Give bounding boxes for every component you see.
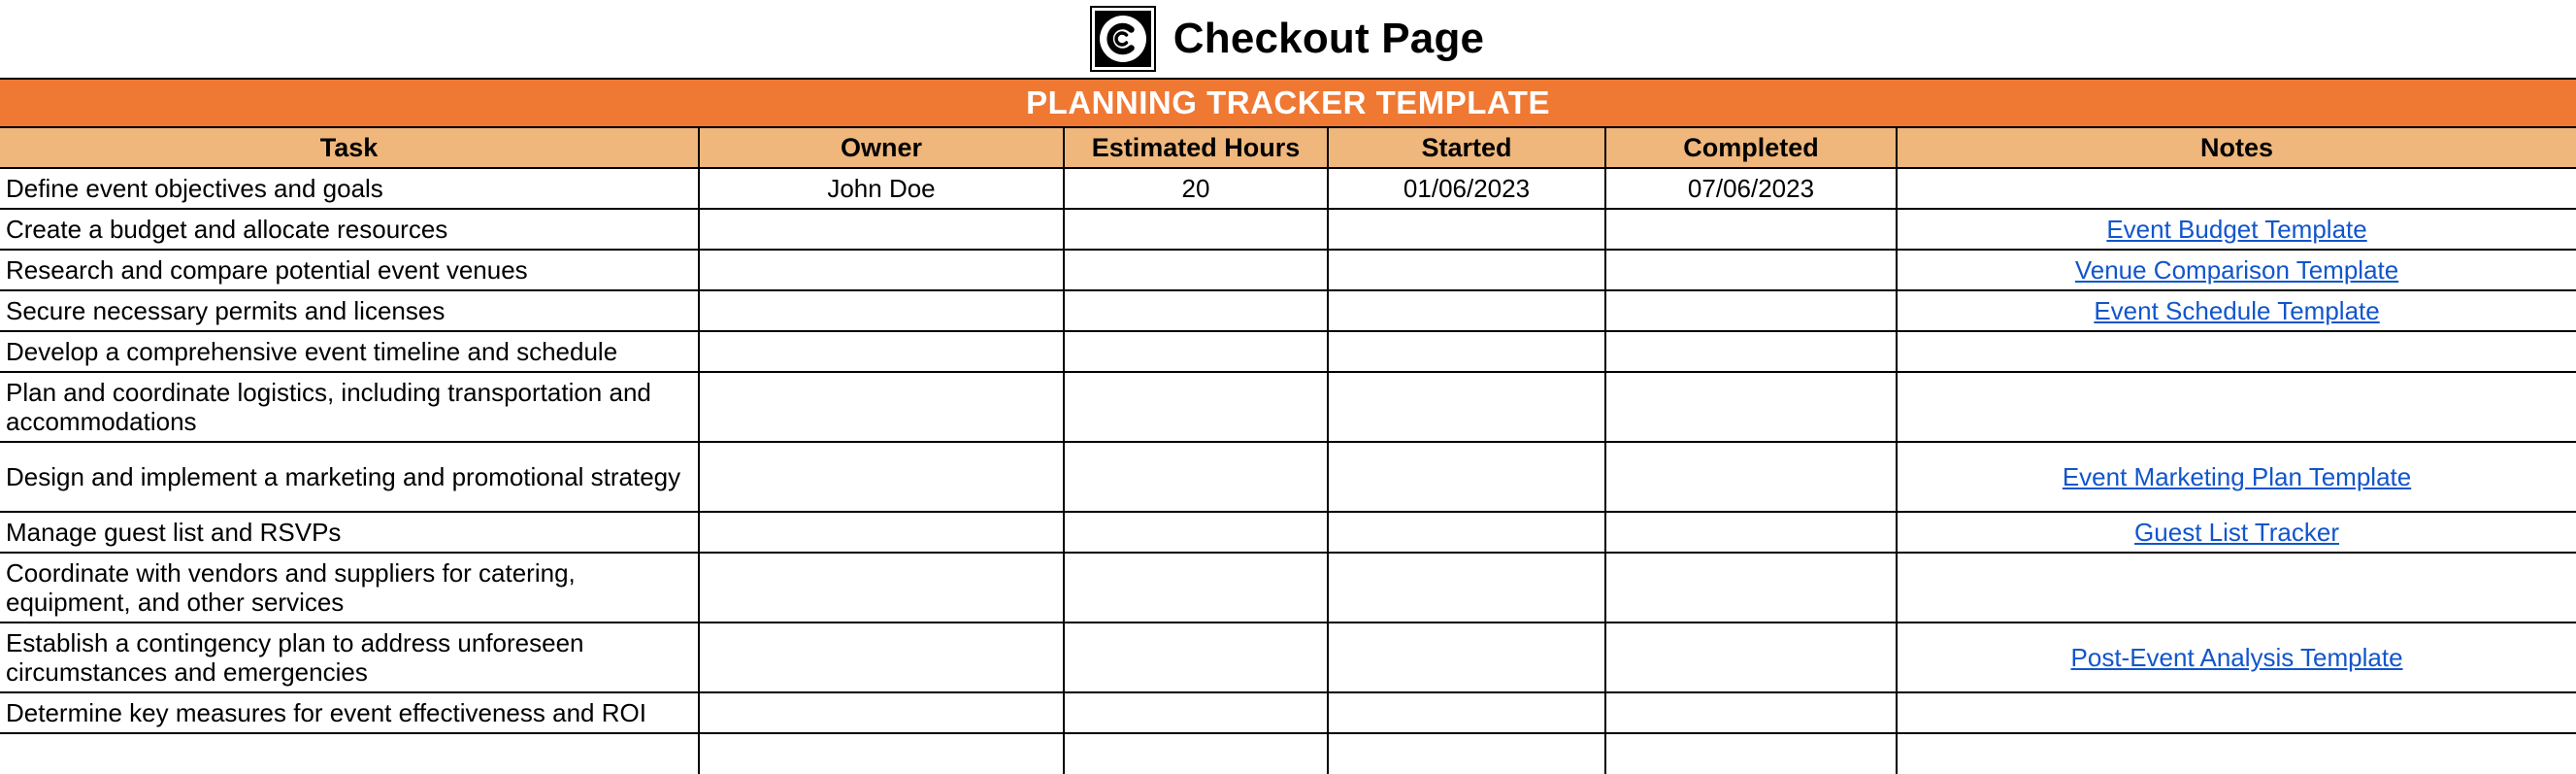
owner-cell[interactable]	[699, 250, 1064, 290]
started-cell[interactable]	[1328, 290, 1605, 331]
completed-cell[interactable]	[1605, 250, 1897, 290]
task-cell[interactable]	[0, 733, 699, 774]
owner-cell[interactable]	[699, 209, 1064, 250]
completed-cell[interactable]	[1605, 442, 1897, 512]
estimated-hours-cell[interactable]	[1064, 692, 1328, 733]
task-cell[interactable]: Manage guest list and RSVPs	[0, 512, 699, 553]
completed-cell[interactable]	[1605, 331, 1897, 372]
estimated-hours-cell[interactable]	[1064, 512, 1328, 553]
notes-cell[interactable]	[1897, 331, 2576, 372]
column-header-task[interactable]: Task	[0, 127, 699, 168]
owner-cell[interactable]	[699, 692, 1064, 733]
estimated-hours-cell[interactable]	[1064, 623, 1328, 692]
table-row	[0, 733, 2576, 774]
owner-cell[interactable]	[699, 290, 1064, 331]
estimated-hours-cell[interactable]: 20	[1064, 168, 1328, 209]
notes-cell	[1897, 442, 2576, 512]
started-cell[interactable]	[1328, 250, 1605, 290]
estimated-hours-cell[interactable]	[1064, 290, 1328, 331]
estimated-hours-cell[interactable]	[1064, 372, 1328, 442]
brand	[1092, 8, 1484, 70]
started-cell[interactable]	[1328, 553, 1605, 623]
estimated-hours-cell[interactable]	[1064, 209, 1328, 250]
notes-cell[interactable]	[1897, 372, 2576, 442]
column-header-row	[0, 127, 2576, 168]
table-row	[0, 512, 2576, 553]
completed-cell[interactable]	[1605, 733, 1897, 774]
task-cell[interactable]: Create a budget and allocate resources	[0, 209, 699, 250]
started-cell[interactable]	[1328, 209, 1605, 250]
task-cell[interactable]: Plan and coordinate logistics, including transportation and accommodations	[0, 372, 699, 442]
table-banner: PLANNING TRACKER TEMPLATE	[0, 79, 2576, 127]
task-cell[interactable]: Coordinate with vendors and suppliers for catering, equipment, and other services	[0, 553, 699, 623]
owner-cell[interactable]	[699, 442, 1064, 512]
completed-cell[interactable]	[1605, 553, 1897, 623]
started-cell[interactable]	[1328, 692, 1605, 733]
table-row	[0, 692, 2576, 733]
notes-cell	[1897, 290, 2576, 331]
task-cell[interactable]: Design and implement a marketing and promotional strategy	[0, 442, 699, 512]
table-row	[0, 168, 2576, 209]
owner-cell[interactable]	[699, 372, 1064, 442]
task-cell[interactable]: Establish a contingency plan to address unforeseen circumstances and emergencies	[0, 623, 699, 692]
task-cell[interactable]: Research and compare potential event venues	[0, 250, 699, 290]
table-row	[0, 290, 2576, 331]
banner-row	[0, 79, 2576, 127]
task-cell[interactable]: Define event objectives and goals	[0, 168, 699, 209]
event-budget-template-link[interactable]: Event Budget Template	[2106, 214, 2367, 244]
post-event-analysis-template-link[interactable]: Post-Event Analysis Template	[2070, 642, 2403, 672]
notes-cell[interactable]	[1897, 692, 2576, 733]
table-row	[0, 209, 2576, 250]
page-header	[0, 0, 2576, 78]
task-cell[interactable]: Develop a comprehensive event timeline and schedule	[0, 331, 699, 372]
notes-cell	[1897, 623, 2576, 692]
started-cell[interactable]	[1328, 442, 1605, 512]
estimated-hours-cell[interactable]	[1064, 442, 1328, 512]
started-cell[interactable]	[1328, 623, 1605, 692]
notes-cell	[1897, 250, 2576, 290]
page-title: Checkout Page	[1172, 15, 1485, 62]
started-cell[interactable]	[1328, 331, 1605, 372]
planning-tracker-table	[0, 78, 2576, 774]
completed-cell[interactable]	[1605, 623, 1897, 692]
completed-cell[interactable]	[1605, 372, 1897, 442]
table-row	[0, 442, 2576, 512]
started-cell[interactable]: 01/06/2023	[1328, 168, 1605, 209]
estimated-hours-cell[interactable]	[1064, 553, 1328, 623]
circle-c-logo-icon	[1092, 8, 1154, 70]
notes-cell[interactable]	[1897, 553, 2576, 623]
column-header-notes[interactable]: Notes	[1897, 127, 2576, 168]
estimated-hours-cell[interactable]	[1064, 733, 1328, 774]
owner-cell[interactable]	[699, 512, 1064, 553]
guest-list-tracker-link[interactable]: Guest List Tracker	[2134, 517, 2340, 547]
estimated-hours-cell[interactable]	[1064, 331, 1328, 372]
completed-cell[interactable]	[1605, 290, 1897, 331]
notes-cell	[1897, 512, 2576, 553]
completed-cell[interactable]: 07/06/2023	[1605, 168, 1897, 209]
event-schedule-template-link[interactable]: Event Schedule Template	[2094, 295, 2380, 325]
column-header-started[interactable]: Started	[1328, 127, 1605, 168]
started-cell[interactable]	[1328, 512, 1605, 553]
estimated-hours-cell[interactable]	[1064, 250, 1328, 290]
table-row	[0, 372, 2576, 442]
notes-cell[interactable]	[1897, 733, 2576, 774]
owner-cell[interactable]	[699, 623, 1064, 692]
started-cell[interactable]	[1328, 733, 1605, 774]
table-row	[0, 623, 2576, 692]
column-header-owner[interactable]: Owner	[699, 127, 1064, 168]
table-row	[0, 250, 2576, 290]
notes-cell[interactable]	[1897, 168, 2576, 209]
owner-cell[interactable]	[699, 553, 1064, 623]
completed-cell[interactable]	[1605, 512, 1897, 553]
started-cell[interactable]	[1328, 372, 1605, 442]
venue-comparison-template-link[interactable]: Venue Comparison Template	[2074, 254, 2399, 285]
owner-cell[interactable]	[699, 331, 1064, 372]
completed-cell[interactable]	[1605, 692, 1897, 733]
column-header-completed[interactable]: Completed	[1605, 127, 1897, 168]
notes-cell	[1897, 209, 2576, 250]
completed-cell[interactable]	[1605, 209, 1897, 250]
task-cell[interactable]: Determine key measures for event effectiveness and ROI	[0, 692, 699, 733]
table-row	[0, 331, 2576, 372]
event-marketing-plan-template-link[interactable]: Event Marketing Plan Template	[2062, 461, 2412, 491]
column-header-estimated-hours[interactable]: Estimated Hours	[1064, 127, 1328, 168]
owner-cell[interactable]: John Doe	[699, 168, 1064, 209]
table-row	[0, 553, 2576, 623]
task-cell[interactable]: Secure necessary permits and licenses	[0, 290, 699, 331]
owner-cell[interactable]	[699, 733, 1064, 774]
